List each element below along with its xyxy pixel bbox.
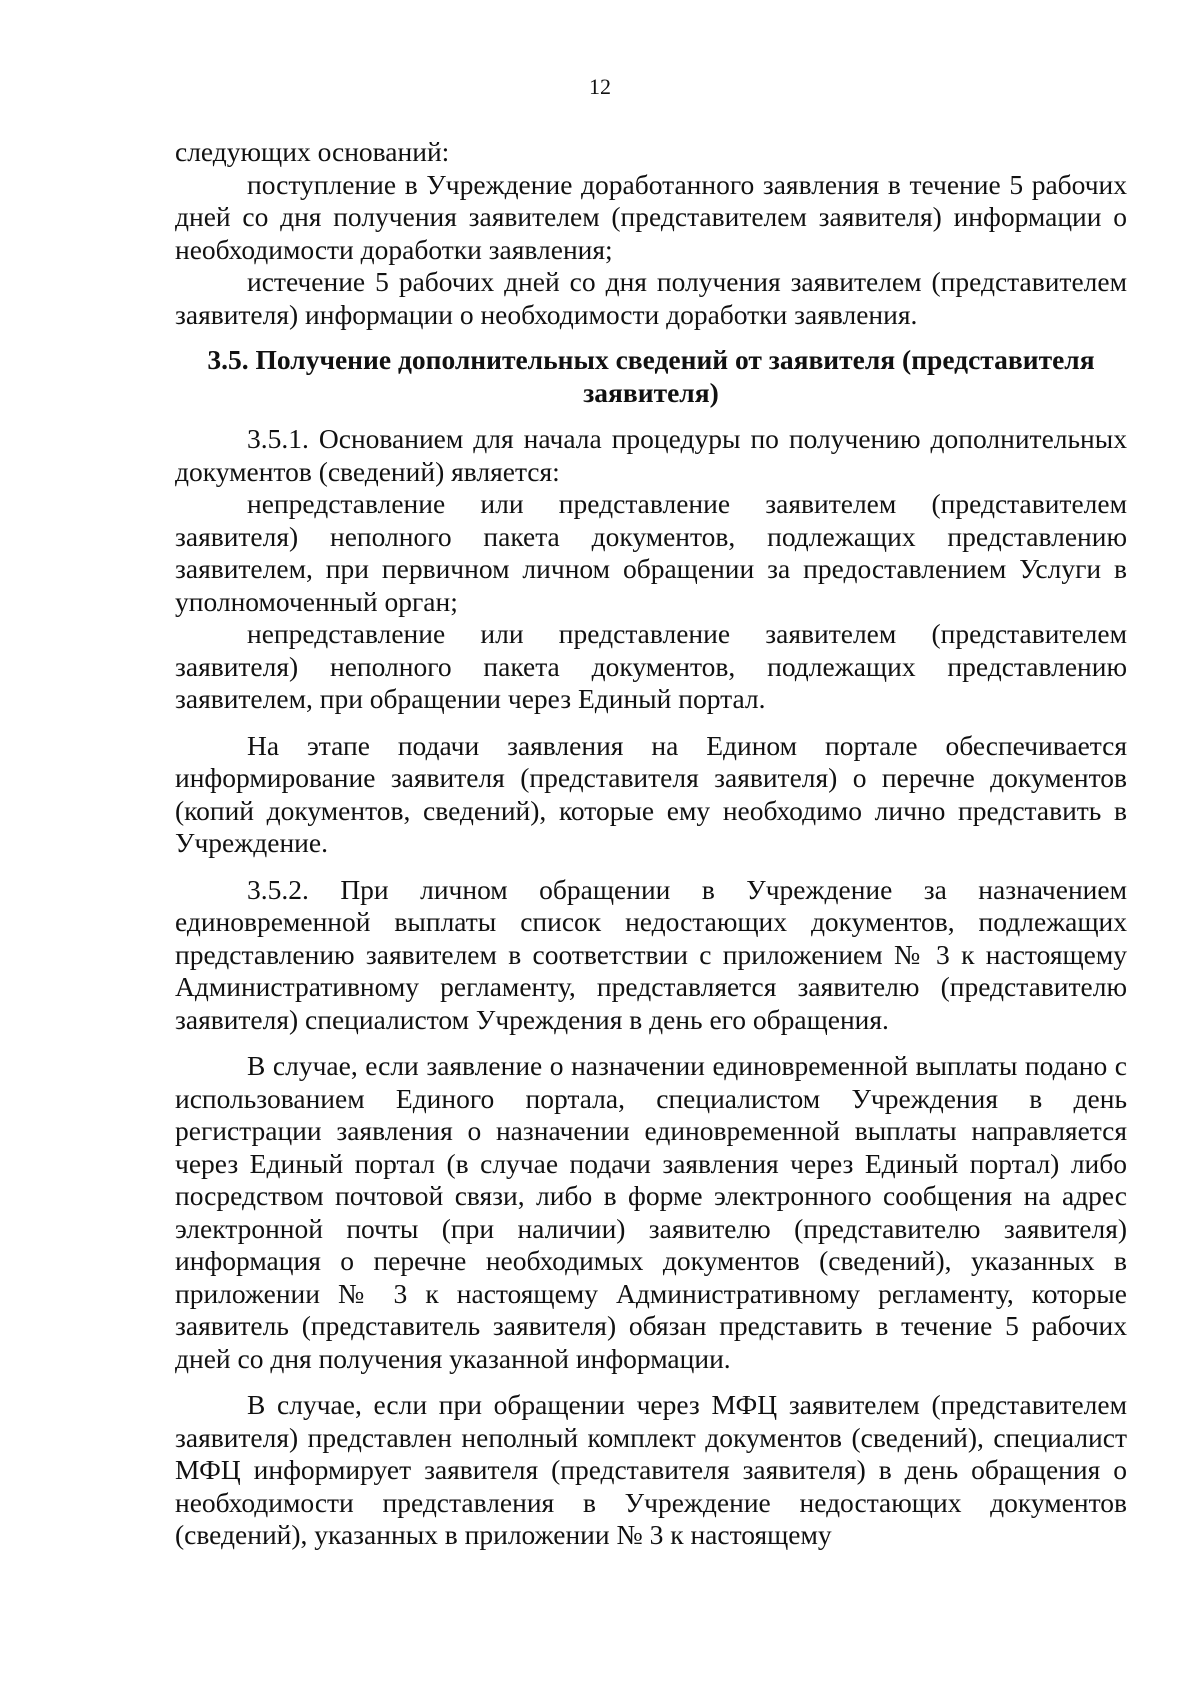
document-body (175, 136, 1127, 1552)
paragraph-3-5-1: 3.5.1. Основанием для начала процедуры по получению дополнительных документов (сведений) является: (175, 423, 1127, 487)
paragraph-portal-case: В случае, если заявление о назначении единовременной выплаты подано с использованием Единого портала, специалистом Учреждения в день регистрации заявления о назначении единовременной выплаты направляется через Единый портал (в случае подачи заявления через Единый портал) либо посредством почтовой связи, либо в форме электронного сообщения на адрес электронной почты (при наличии) заявителю (представителю заявителя) информация о перечне необходимых документов (сведений), указанных в приложении № 3 к настоящему Административному регламенту, которые заявитель (представитель заявителя) обязан представить в течение 5 рабочих дней со дня получения указанной информации. (175, 1050, 1127, 1374)
paragraph-ground-1: поступление в Учреждение доработанного заявления в течение 5 рабочих дней со дня получения заявителем (представителем заявителя) информации о необходимости доработки заявления; (175, 168, 1127, 265)
paragraph-3-5-2: 3.5.2. При личном обращении в Учреждение за назначением единовременной выплаты список недостающих документов, подлежащих представлению заявителем в соответствии с приложением № 3 к настоящему Административному регламенту, представляется заявителю (представителю заявителя) специалистом Учреждения в день его обращения. (175, 873, 1127, 1035)
paragraph-nonsubmission-2: непредставление или представление заявителем (представителем заявителя) неполного пакета документов, подлежащих представлению заявителем, при обращении через Единый портал. (175, 618, 1127, 714)
paragraph-ground-2: истечение 5 рабочих дней со дня получения заявителем (представителем заявителя) информации о необходимости доработки заявления. (175, 266, 1127, 330)
paragraph-nonsubmission-1: непредставление или представление заявителем (представителем заявителя) неполного пакета документов, подлежащих представлению заявителем, при первичном личном обращении за предоставлением Услуги в уполномоченный орган; (175, 488, 1127, 617)
section-heading: 3.5. Получение дополнительных сведений от заявителя (представителя заявителя) (207, 344, 1095, 408)
paragraph-mfc-case: В случае, если при обращении через МФЦ заявителем (представителем заявителя) представлен неполный комплект документов (сведений), специалист МФЦ информирует заявителя (представителя заявителя) в день обращения о необходимости представления в Учреждение недостающих документов (сведений), указанных в приложении № 3 к настоящему (175, 1389, 1127, 1550)
page-number: 12 (589, 74, 611, 99)
paragraph-portal-info: На этапе подачи заявления на Едином портале обеспечивается информирование заявителя (представителя заявителя) о перечне документов (копий документов, сведений), которые ему необходимо лично представить в Учреждение. (175, 729, 1127, 858)
paragraph-continuation: следующих оснований: (175, 136, 450, 167)
